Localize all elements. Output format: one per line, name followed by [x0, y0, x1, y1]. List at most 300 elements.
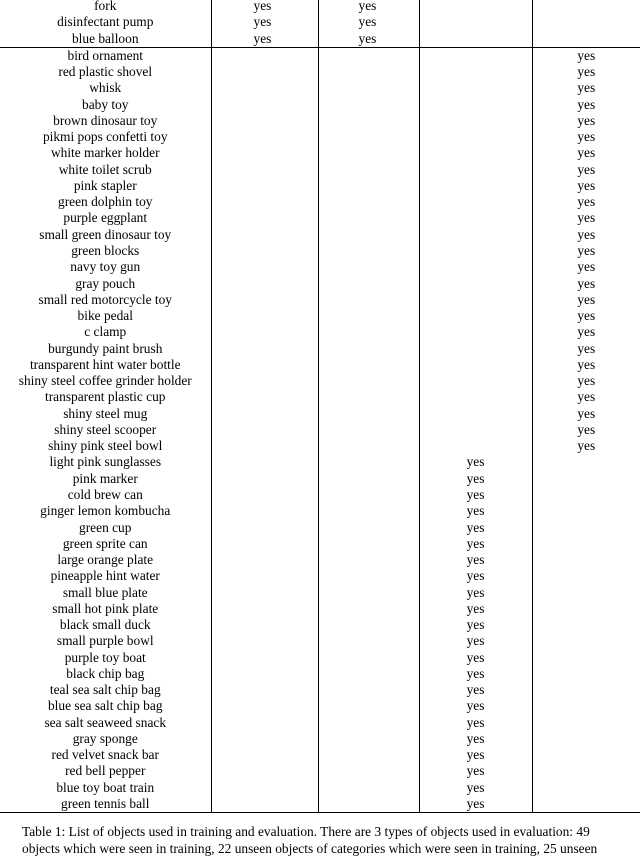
flag-cell-col-4 [532, 162, 640, 178]
flag-cell-col-3 [419, 731, 532, 747]
flag-cell-col-3 [419, 633, 532, 649]
table-row [0, 406, 640, 422]
flag-cell-col-4 [532, 454, 640, 470]
flag-cell-col-3 [419, 585, 532, 601]
flag-cell-col-1 [211, 715, 318, 731]
flag-cell-col-4 [532, 650, 640, 666]
flag-cell-col-3 [419, 227, 532, 243]
flag-cell-col-1 [211, 763, 318, 779]
table-row [0, 666, 640, 682]
flag-cell-col-3 [419, 715, 532, 731]
flag-cell-col-3 [419, 259, 532, 275]
flag-cell-col-1 [211, 682, 318, 698]
flag-cell-col-4 [532, 747, 640, 763]
flag-cell-col-2 [318, 698, 419, 714]
flag-cell-col-1 [211, 308, 318, 324]
flag-cell-col-2 [318, 0, 419, 14]
table-caption [22, 823, 618, 857]
flag-cell-col-2 [318, 64, 419, 80]
flag-cell-col-3 [419, 357, 532, 373]
table-row [0, 308, 640, 324]
flag-value: yes [466, 519, 485, 535]
flag-value: yes [577, 356, 596, 372]
flag-cell-col-4 [532, 292, 640, 308]
flag-cell-col-4 [532, 520, 640, 536]
flag-cell-col-3 [419, 487, 532, 503]
flag-cell-col-4 [532, 145, 640, 161]
table-row [0, 438, 640, 454]
flag-cell-col-2 [318, 552, 419, 568]
object-name-cell: green sprite can [62, 535, 148, 551]
flag-cell-col-2 [318, 536, 419, 552]
flag-cell-col-3 [419, 666, 532, 682]
object-name-cell: pineapple hint water [50, 568, 160, 584]
object-name-cell: burgundy paint brush [48, 340, 163, 356]
flag-value: yes [577, 80, 596, 96]
flag-cell-col-4 [532, 243, 640, 259]
table-row [0, 341, 640, 357]
flag-value: yes [577, 47, 596, 63]
object-name-cell: white marker holder [50, 145, 160, 161]
flag-value: yes [577, 96, 596, 112]
flag-cell-col-2 [318, 438, 419, 454]
flag-cell-col-1 [211, 601, 318, 617]
flag-cell-col-2 [318, 47, 419, 64]
table-row [0, 633, 640, 649]
flag-cell-col-1 [211, 162, 318, 178]
flag-cell-col-1 [211, 145, 318, 161]
flag-cell-col-2 [318, 357, 419, 373]
flag-value: yes [466, 600, 485, 616]
flag-cell-col-2 [318, 763, 419, 779]
table-row [0, 227, 640, 243]
flag-cell-col-3 [419, 406, 532, 422]
object-name-cell: purple eggplant [63, 210, 148, 226]
flag-cell-col-4 [532, 487, 640, 503]
flag-cell-col-4 [532, 80, 640, 96]
flag-cell-col-2 [318, 243, 419, 259]
object-name-cell: pink marker [72, 470, 138, 486]
flag-cell-col-4 [532, 438, 640, 454]
table-row [0, 585, 640, 601]
object-name-cell: transparent hint water bottle [29, 356, 181, 372]
flag-value: yes [466, 649, 485, 665]
flag-value: yes [577, 259, 596, 275]
flag-cell-col-3 [419, 210, 532, 226]
flag-cell-col-2 [318, 650, 419, 666]
flag-cell-col-3 [419, 80, 532, 96]
flag-value: yes [253, 14, 272, 30]
flag-value: yes [466, 470, 485, 486]
table-row [0, 601, 640, 617]
table-row [0, 210, 640, 226]
table-row [0, 113, 640, 129]
object-name-cell: shiny steel mug [63, 405, 148, 421]
flag-cell-col-4 [532, 64, 640, 80]
flag-cell-col-4 [532, 780, 640, 796]
flag-cell-col-3 [419, 763, 532, 779]
object-name-cell: sea salt seaweed snack [44, 714, 167, 730]
flag-cell-col-1 [211, 487, 318, 503]
object-name-cell: white toilet scrub [58, 161, 152, 177]
flag-cell-col-3 [419, 617, 532, 633]
flag-cell-col-4 [532, 97, 640, 113]
object-name-cell: bird ornament [0, 47, 211, 64]
flag-value: yes [253, 0, 272, 13]
flag-cell-col-1 [211, 210, 318, 226]
flag-cell-col-4 [532, 324, 640, 340]
flag-cell-col-4 [532, 389, 640, 405]
flag-cell-col-2 [318, 373, 419, 389]
flag-value: yes [466, 454, 485, 470]
flag-cell-col-1 [211, 747, 318, 763]
flag-cell-col-4 [532, 0, 640, 14]
caption-line-2: objects which were seen in training, 22 unseen objects of categories which were seen in training, 25 unseen [22, 841, 598, 856]
flag-value: yes [577, 389, 596, 405]
flag-value: yes [577, 129, 596, 145]
flag-cell-col-2 [318, 276, 419, 292]
table-row [0, 276, 640, 292]
flag-value: yes [577, 340, 596, 356]
table-row [0, 552, 640, 568]
table-row [0, 129, 640, 145]
flag-value: yes [466, 568, 485, 584]
table-row [0, 471, 640, 487]
object-name-cell: cold brew can [67, 486, 143, 502]
flag-value: yes [466, 714, 485, 730]
flag-cell-col-4 [532, 731, 640, 747]
flag-cell-col-3 [419, 308, 532, 324]
table-row [0, 780, 640, 796]
flag-value: yes [577, 438, 596, 454]
flag-cell-col-4 [532, 276, 640, 292]
flag-cell-col-4 [532, 503, 640, 519]
flag-cell-col-1 [211, 324, 318, 340]
flag-cell-col-1 [211, 698, 318, 714]
flag-cell-col-1 [211, 292, 318, 308]
table-row [0, 162, 640, 178]
flag-cell-col-3 [419, 113, 532, 129]
flag-cell-col-3 [419, 454, 532, 470]
flag-cell-col-3 [419, 0, 532, 14]
object-name-cell: gray sponge [72, 730, 138, 746]
flag-cell-col-3 [419, 373, 532, 389]
flag-cell-col-2 [318, 520, 419, 536]
flag-value: yes [466, 682, 485, 698]
flag-cell-col-3 [419, 31, 532, 48]
flag-cell-col-2 [318, 471, 419, 487]
flag-cell-col-2 [318, 324, 419, 340]
table-row [0, 796, 640, 813]
flag-value: yes [577, 324, 596, 340]
flag-value: yes [466, 617, 485, 633]
table-row [0, 0, 640, 14]
flag-cell-col-4 [532, 129, 640, 145]
flag-value: yes [466, 763, 485, 779]
flag-cell-col-2 [318, 178, 419, 194]
flag-cell-col-3 [419, 389, 532, 405]
caption-line-1: Table 1: List of objects used in training and evaluation. There are 3 types of objects used in evaluation: 49 [22, 824, 590, 839]
flag-value: yes [466, 584, 485, 600]
flag-cell-col-2 [318, 715, 419, 731]
flag-value: yes [358, 0, 377, 13]
flag-cell-col-2 [318, 194, 419, 210]
flag-cell-col-4 [532, 763, 640, 779]
table-row [0, 80, 640, 96]
flag-cell-col-1 [211, 503, 318, 519]
table-row [0, 747, 640, 763]
flag-cell-col-1 [211, 454, 318, 470]
flag-value: yes [466, 779, 485, 795]
object-name-cell: navy toy gun [70, 259, 141, 275]
flag-cell-col-4 [532, 715, 640, 731]
flag-cell-col-1 [211, 259, 318, 275]
flag-cell-col-1 [211, 47, 318, 64]
flag-cell-col-4 [532, 682, 640, 698]
flag-cell-col-4 [532, 47, 640, 64]
object-name-cell: fork [94, 0, 117, 13]
flag-cell-col-3 [419, 698, 532, 714]
flag-cell-col-4 [532, 194, 640, 210]
flag-cell-col-4 [532, 552, 640, 568]
object-name-cell: c clamp [84, 324, 127, 340]
flag-cell-col-4 [532, 341, 640, 357]
flag-cell-col-1 [211, 373, 318, 389]
object-name-cell: shiny steel scooper [54, 421, 157, 437]
flag-cell-col-1 [211, 796, 318, 813]
flag-cell-col-2 [318, 227, 419, 243]
flag-cell-col-3 [419, 536, 532, 552]
flag-cell-col-1 [211, 129, 318, 145]
flag-cell-col-3 [419, 552, 532, 568]
object-name-cell: bike pedal [77, 308, 133, 324]
flag-cell-col-2 [318, 14, 419, 30]
flag-value: yes [577, 210, 596, 226]
object-name-cell: green dolphin toy [58, 194, 153, 210]
object-name-cell: transparent plastic cup [45, 389, 166, 405]
flag-cell-col-1 [211, 780, 318, 796]
object-name-cell: light pink sunglasses [49, 454, 162, 470]
flag-cell-col-4 [532, 471, 640, 487]
flag-cell-col-3 [419, 341, 532, 357]
flag-cell-col-1 [211, 617, 318, 633]
flag-cell-col-4 [532, 536, 640, 552]
flag-cell-col-4 [532, 259, 640, 275]
flag-cell-col-3 [419, 47, 532, 64]
flag-cell-col-1 [211, 31, 318, 48]
flag-cell-col-2 [318, 666, 419, 682]
table-row [0, 536, 640, 552]
flag-value: yes [577, 405, 596, 421]
flag-cell-col-2 [318, 97, 419, 113]
flag-cell-col-1 [211, 243, 318, 259]
flag-cell-col-1 [211, 552, 318, 568]
flag-cell-col-1 [211, 536, 318, 552]
flag-cell-col-1 [211, 113, 318, 129]
flag-cell-col-3 [419, 276, 532, 292]
flag-cell-col-2 [318, 406, 419, 422]
flag-cell-col-3 [419, 64, 532, 80]
flag-cell-col-4 [532, 796, 640, 813]
flag-cell-col-2 [318, 487, 419, 503]
object-name-cell: red plastic shovel [58, 64, 153, 80]
flag-cell-col-1 [211, 666, 318, 682]
flag-value: yes [577, 194, 596, 210]
flag-value: yes [466, 503, 485, 519]
flag-value: yes [358, 14, 377, 30]
flag-cell-col-2 [318, 601, 419, 617]
table-row [0, 682, 640, 698]
table-row [0, 698, 640, 714]
flag-cell-col-4 [532, 633, 640, 649]
flag-cell-col-2 [318, 31, 419, 48]
flag-cell-col-2 [318, 585, 419, 601]
flag-cell-col-4 [532, 31, 640, 48]
flag-value: yes [577, 242, 596, 258]
flag-cell-col-3 [419, 145, 532, 161]
object-name-cell: pikmi pops confetti toy [42, 129, 168, 145]
object-name-cell: small hot pink plate [52, 600, 159, 616]
flag-cell-col-1 [211, 650, 318, 666]
flag-cell-col-2 [318, 747, 419, 763]
flag-cell-col-2 [318, 617, 419, 633]
flag-cell-col-3 [419, 243, 532, 259]
flag-cell-col-1 [211, 471, 318, 487]
flag-cell-col-4 [532, 617, 640, 633]
flag-cell-col-2 [318, 292, 419, 308]
flag-cell-col-3 [419, 780, 532, 796]
flag-cell-col-4 [532, 568, 640, 584]
flag-cell-col-2 [318, 145, 419, 161]
flag-cell-col-1 [211, 731, 318, 747]
flag-cell-col-2 [318, 113, 419, 129]
flag-value: yes [466, 665, 485, 681]
object-name-cell: blue sea salt chip bag [47, 698, 163, 714]
flag-cell-col-3 [419, 97, 532, 113]
flag-cell-col-1 [211, 357, 318, 373]
flag-cell-col-2 [318, 162, 419, 178]
object-name-cell: disinfectant pump [57, 14, 154, 30]
object-name-cell: green blocks [71, 242, 140, 258]
table-row [0, 568, 640, 584]
object-name-cell: black small duck [59, 617, 151, 633]
table-row [0, 520, 640, 536]
table-row [0, 454, 640, 470]
flag-cell-col-2 [318, 503, 419, 519]
flag-cell-col-2 [318, 454, 419, 470]
object-name-cell: small purple bowl [56, 633, 154, 649]
flag-value: yes [466, 535, 485, 551]
flag-cell-col-1 [211, 178, 318, 194]
flag-cell-col-1 [211, 406, 318, 422]
flag-cell-col-2 [318, 780, 419, 796]
flag-cell-col-4 [532, 308, 640, 324]
table-row [0, 259, 640, 275]
object-name-cell: black chip bag [66, 665, 145, 681]
flag-cell-col-1 [211, 438, 318, 454]
table-row [0, 178, 640, 194]
table-row [0, 31, 640, 48]
flag-value: yes [577, 64, 596, 80]
flag-value: yes [466, 698, 485, 714]
flag-cell-col-4 [532, 227, 640, 243]
flag-value: yes [577, 275, 596, 291]
flag-cell-col-3 [419, 292, 532, 308]
flag-cell-col-2 [318, 633, 419, 649]
flag-cell-col-4 [532, 406, 640, 422]
object-name-cell: green tennis ball [0, 796, 211, 813]
flag-cell-col-4 [532, 178, 640, 194]
flag-cell-col-1 [211, 568, 318, 584]
flag-cell-col-2 [318, 389, 419, 405]
flag-cell-col-4 [532, 698, 640, 714]
object-name-cell: small red motorcycle toy [38, 291, 172, 307]
flag-cell-col-3 [419, 796, 532, 813]
flag-cell-col-2 [318, 731, 419, 747]
table-row [0, 292, 640, 308]
table-row [0, 64, 640, 80]
flag-cell-col-1 [211, 194, 318, 210]
object-name-cell: small blue plate [62, 584, 148, 600]
flag-cell-col-1 [211, 97, 318, 113]
flag-value: yes [466, 730, 485, 746]
object-name-cell: ginger lemon kombucha [40, 503, 171, 519]
object-name-cell: large orange plate [57, 552, 154, 568]
flag-cell-col-1 [211, 585, 318, 601]
flag-cell-col-3 [419, 194, 532, 210]
flag-cell-col-3 [419, 568, 532, 584]
flag-value: yes [577, 421, 596, 437]
flag-cell-col-4 [532, 373, 640, 389]
flag-cell-col-2 [318, 682, 419, 698]
table-row [0, 14, 640, 30]
flag-cell-col-1 [211, 64, 318, 80]
object-name-cell: gray pouch [75, 275, 136, 291]
flag-cell-col-1 [211, 389, 318, 405]
object-name-cell: whisk [89, 80, 122, 96]
flag-cell-col-3 [419, 162, 532, 178]
flag-cell-col-4 [532, 601, 640, 617]
flag-cell-col-1 [211, 80, 318, 96]
flag-cell-col-2 [318, 210, 419, 226]
flag-value: yes [466, 747, 485, 763]
flag-cell-col-2 [318, 422, 419, 438]
flag-cell-col-4 [532, 357, 640, 373]
flag-cell-col-2 [318, 568, 419, 584]
flag-value: yes [577, 145, 596, 161]
flag-cell-col-4 [532, 210, 640, 226]
flag-cell-col-4 [532, 14, 640, 30]
flag-value: yes [253, 30, 272, 46]
flag-cell-col-3 [419, 601, 532, 617]
flag-value: yes [466, 486, 485, 502]
object-name-cell: teal sea salt chip bag [49, 682, 161, 698]
flag-cell-col-4 [532, 422, 640, 438]
object-name-cell: green cup [79, 519, 132, 535]
flag-cell-col-3 [419, 438, 532, 454]
flag-cell-col-2 [318, 129, 419, 145]
flag-cell-col-2 [318, 259, 419, 275]
flag-value: yes [577, 177, 596, 193]
flag-value: yes [358, 30, 377, 46]
flag-cell-col-3 [419, 747, 532, 763]
table-row [0, 373, 640, 389]
flag-cell-col-3 [419, 178, 532, 194]
flag-cell-col-1 [211, 520, 318, 536]
table-row [0, 715, 640, 731]
flag-cell-col-4 [532, 113, 640, 129]
flag-value: yes [466, 552, 485, 568]
